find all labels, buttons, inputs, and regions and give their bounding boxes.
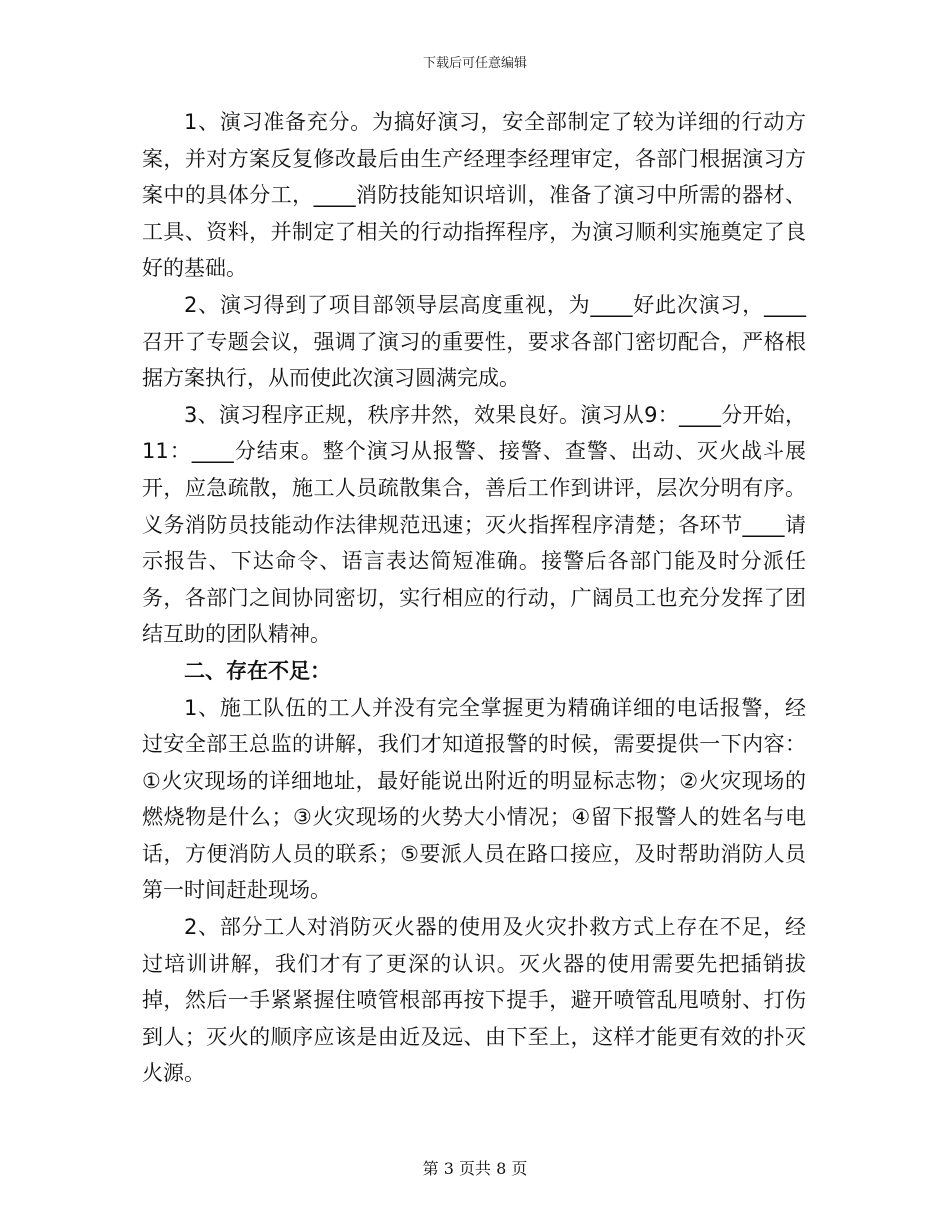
- paragraph-phone-alarm: 1、施工队伍的工人并没有完全掌握更为精确详细的电话报警，经过安全部王总监的讲解，我们才知道报警的时候，需要提供一下内容：①火灾现场的详细地址，最好能说出附近的明显标志物；②火灾现场的燃烧物是什么；③火灾现场的火势大小情况；④留下报警人的姓名与电话，方便消防人员的联系；⑤要派人员在路口接应，及时帮助消防人员第一时间赶赴现场。: [142, 695, 806, 903]
- section-heading-shortcomings: 二、存在不足：: [184, 658, 331, 683]
- paragraph-extinguisher-use: 2、部分工人对消防灭火器的使用及火灾扑救方式上存在不足，经过培训讲解，我们才有了更深的认识。灭火器的使用需要先把插销拔掉，然后一手紧紧握住喷管根部再按下提手，避开喷管乱甩喷射、打伤到人；灭火的顺序应该是由近及远、由下至上，这样才能更有效的扑灭火源。: [142, 915, 806, 1086]
- paragraph-drill-procedure: 3、演习程序正规，秩序井然，效果良好。演习从9：____分开始，11：____分结束。整个演习从报警、接警、查警、出动、灭火战斗展开，应急疏散，施工人员疏散集合，善后工作到讲评，层次分明有序。义务消防员技能动作法律规范迅速；灭火指挥程序清楚；各环节____请示报告、下达命令、语言表达简短准确。接警后各部门能及时分派任务，各部门之间协同密切，实行相应的行动，广阔员工也充分发挥了团结互助的团队精神。: [142, 402, 806, 647]
- page-footer: 第 3 页共 8 页: [422, 1159, 528, 1178]
- document-body: [142, 104, 806, 1092]
- page-header: 下载后可任意编辑: [422, 56, 527, 71]
- paragraph-leadership-attention: 2、演习得到了项目部领导层高度重视，为____好此次演习，____召开了专题会议，强调了演习的重要性，要求各部门密切配合，严格根据方案执行，从而使此次演习圆满完成。: [142, 292, 806, 391]
- paragraph-drill-preparation: 1、演习准备充分。为搞好演习，安全部制定了较为详细的行动方案，并对方案反复修改最后由生产经理李经理审定，各部门根据演习方案中的具体分工，____消防技能知识培训，准备了演习中所需的器材、工具、资料，并制定了相关的行动指挥程序，为演习顺利实施奠定了良好的基础。: [142, 110, 806, 281]
